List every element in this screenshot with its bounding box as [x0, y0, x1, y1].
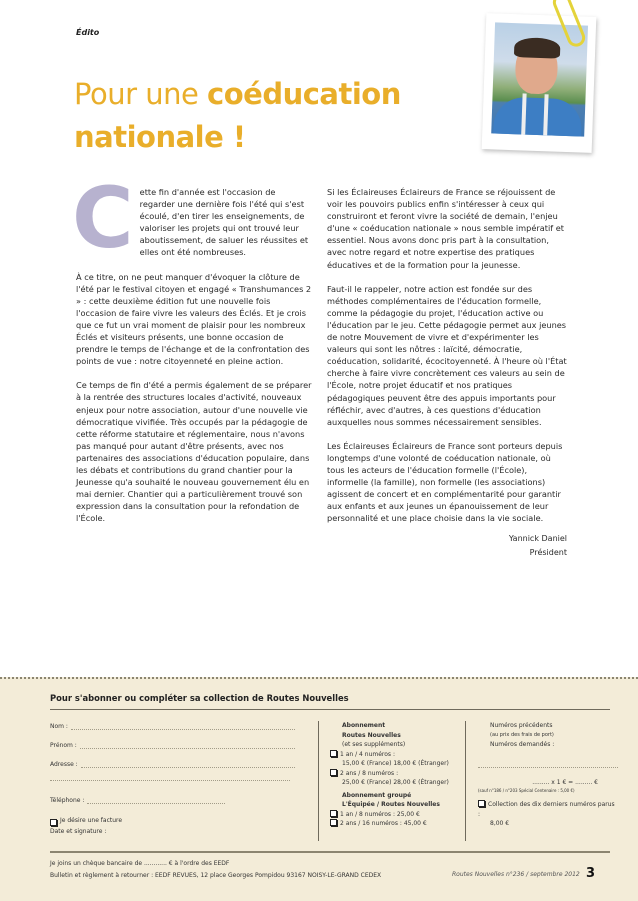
- checkbox[interactable]: [50, 819, 57, 826]
- subscription-coupon: [0, 677, 638, 901]
- divider: [50, 851, 610, 853]
- date-signature-label: Date et signature :: [50, 828, 107, 835]
- page-number: 3: [586, 866, 596, 881]
- option-2-years[interactable]: 2 ans / 8 numéros :: [330, 769, 465, 779]
- checkbox[interactable]: [330, 819, 337, 826]
- checkbox[interactable]: [478, 800, 485, 807]
- paragraph: Si les Éclaireuses Éclaireurs de France se réjouissent de voir les pouvoirs publics enfin s'intéresser à ceux qui construiront et feront vivre la société de demain, l'enjeu d'une « coéducation nationale » nous semble impératif et essentiel. Nous avons donc pris part à la consultation, avec notre regard et notre expertise des pratiques éducatives et de la formation pour la jeunesse.: [327, 187, 564, 270]
- cheque-line: Je joins un chèque bancaire de ............ € à l'ordre des EEDF: [50, 860, 230, 867]
- firstname-field[interactable]: Prénom :: [50, 742, 295, 749]
- group-option-1-year[interactable]: 1 an / 8 numéros : 25,00 €: [330, 810, 465, 820]
- address-field[interactable]: Adresse :: [50, 761, 295, 768]
- title-bold-2: nationale !: [74, 120, 246, 154]
- collection-option[interactable]: Collection des dix derniers numéros parus :: [478, 801, 615, 818]
- title-light: Pour une: [74, 77, 208, 111]
- page-title: [74, 75, 401, 161]
- checkbox[interactable]: [330, 769, 337, 776]
- issues-requested-input[interactable]: [478, 754, 618, 768]
- phone-field[interactable]: Téléphone :: [50, 797, 225, 804]
- return-address: Bulletin et règlement à retourner : EEDF REVUES, 12 place Georges Pompidou 93167 NOISY-LE-GRAND CEDEX: [50, 872, 382, 879]
- option-1-year[interactable]: 1 an / 4 numéros :: [330, 750, 465, 760]
- dropcap: C: [72, 169, 134, 267]
- signature: [327, 532, 567, 560]
- section-label: Édito: [76, 28, 100, 37]
- divider: [318, 721, 319, 841]
- divider: [465, 721, 466, 841]
- signature-role: Président: [529, 548, 567, 558]
- title-bold-1: coéducation: [207, 77, 401, 111]
- previous-issues: Numéros précédents (au prix des frais de port) Numéros demandés : ......... x 1 € = ......... € (sauf n°186 / n°203 Spécial Centenaire : 5,00 €) Collection des dix derniers numéros parus : 8,00 €: [478, 721, 618, 829]
- invoice-checkbox[interactable]: Je désire une facture: [50, 816, 122, 826]
- article-column-left: [72, 169, 312, 536]
- folio: Routes Nouvelles n°236 / septembre 2012: [452, 871, 580, 878]
- paragraph: Faut-il le rappeler, notre action est fondée sur des méthodes complémentaires de l'éducation formelle, comme la pédagogie du projet, l'éducation active ou l'éducation par le jeu. Cette pédagogie permet aux jeunes de notre Mouvement de vivre et d'expérimenter les valeurs qui sont les nôtres : laïcité, démocratie, coéducation, solidarité, écocitoyenneté. À l'heure où l'État cherche à faire vivre concrètement ces valeurs au sein de l'École, notre projet éducatif et nos pratiques pédagogiques peuvent être des appuis importants pour réfléchir, avec d'autres, à ces questions d'éducation auxquelles nous sommes nécessairement sensibles.: [327, 283, 567, 427]
- paragraph: Les Éclaireuses Éclaireurs de France sont porteurs depuis longtemps d'une volonté de coéducation nationale, où tous les acteurs de l'éducation formelle (l'École), informelle (la famille), non formelle (les associations) agissent de concert et en complémentarité pour garantir aux enfants et aux jeunes un épanouissement de leur personnalité et une place choisie dans la vie sociale.: [327, 440, 563, 524]
- divider: [50, 709, 610, 710]
- checkbox[interactable]: [330, 750, 337, 757]
- signature-name: Yannick Daniel: [508, 534, 567, 544]
- paragraph: Ce temps de fin d'été a permis également de se préparer à la rentrée des structures locales d'activité, nouveaux enjeux pour notre association, autour d'une nouvelle vie démocratique vivifiée. Très occupés par la pédagogie de cette réforme statutaire et réglementaire, nous n'avons pas manqué pour autant d'être présents, avec nos partenaires des associations d'éducation populaire, dans les débats et contributions du grand chantier pour la Jeunesse qu'a souhaité le nouveau gouvernement élu en mai dernier. Chantier qui a particulièrement trouvé son expression dans la consultation pour la refondation de l'École.: [76, 380, 312, 524]
- paragraph: Cette fin d'année est l'occasion de regarder une dernière fois l'été qui s'est écoulé, d'en tirer les enseignements, de valoriser les projets qui ont trouvé leur aboutissement, de saluer les réussites et elles ont été nombreuses.: [72, 169, 309, 267]
- name-field[interactable]: Nom :: [50, 723, 295, 730]
- group-option-2-years[interactable]: 2 ans / 16 numéros : 45,00 €: [330, 819, 465, 829]
- article-column-right: [327, 186, 567, 560]
- address-line-2[interactable]: [50, 780, 290, 781]
- quantity-calc[interactable]: ......... x 1 € = ......... €: [532, 778, 598, 786]
- subscription-options: Abonnement Routes Nouvelles (et ses suppléments) 1 an / 4 numéros : 15,00 € (France) 18,00 € (Étranger) 2 ans / 8 numéros : 25,00 € (France) 28,00 € (Étranger) Abonnement groupé L'Équipée / Routes Nouvelles 1 an / 8 numéros : 25,00 € 2 ans / 16 numéros : 45,00 €: [330, 721, 465, 829]
- checkbox[interactable]: [330, 810, 337, 817]
- paragraph: À ce titre, on ne peut manquer d'évoquer la clôture de l'été par le festival citoyen et engagé « Transhumances 2 » : cette deuxième édition fut une nouvelle fois l'occasion de faire vivre les valeurs des Éclés. Et je crois que ce fut un vrai moment de plaisir pour les nombreux Éclés et visiteurs présents, une bonne occasion de prendre le temps de l'échange et de la confrontation des points de vue : notre citoyenneté en pleine action.: [76, 271, 312, 367]
- coupon-title: Pour s'abonner ou compléter sa collection de Routes Nouvelles: [50, 693, 349, 703]
